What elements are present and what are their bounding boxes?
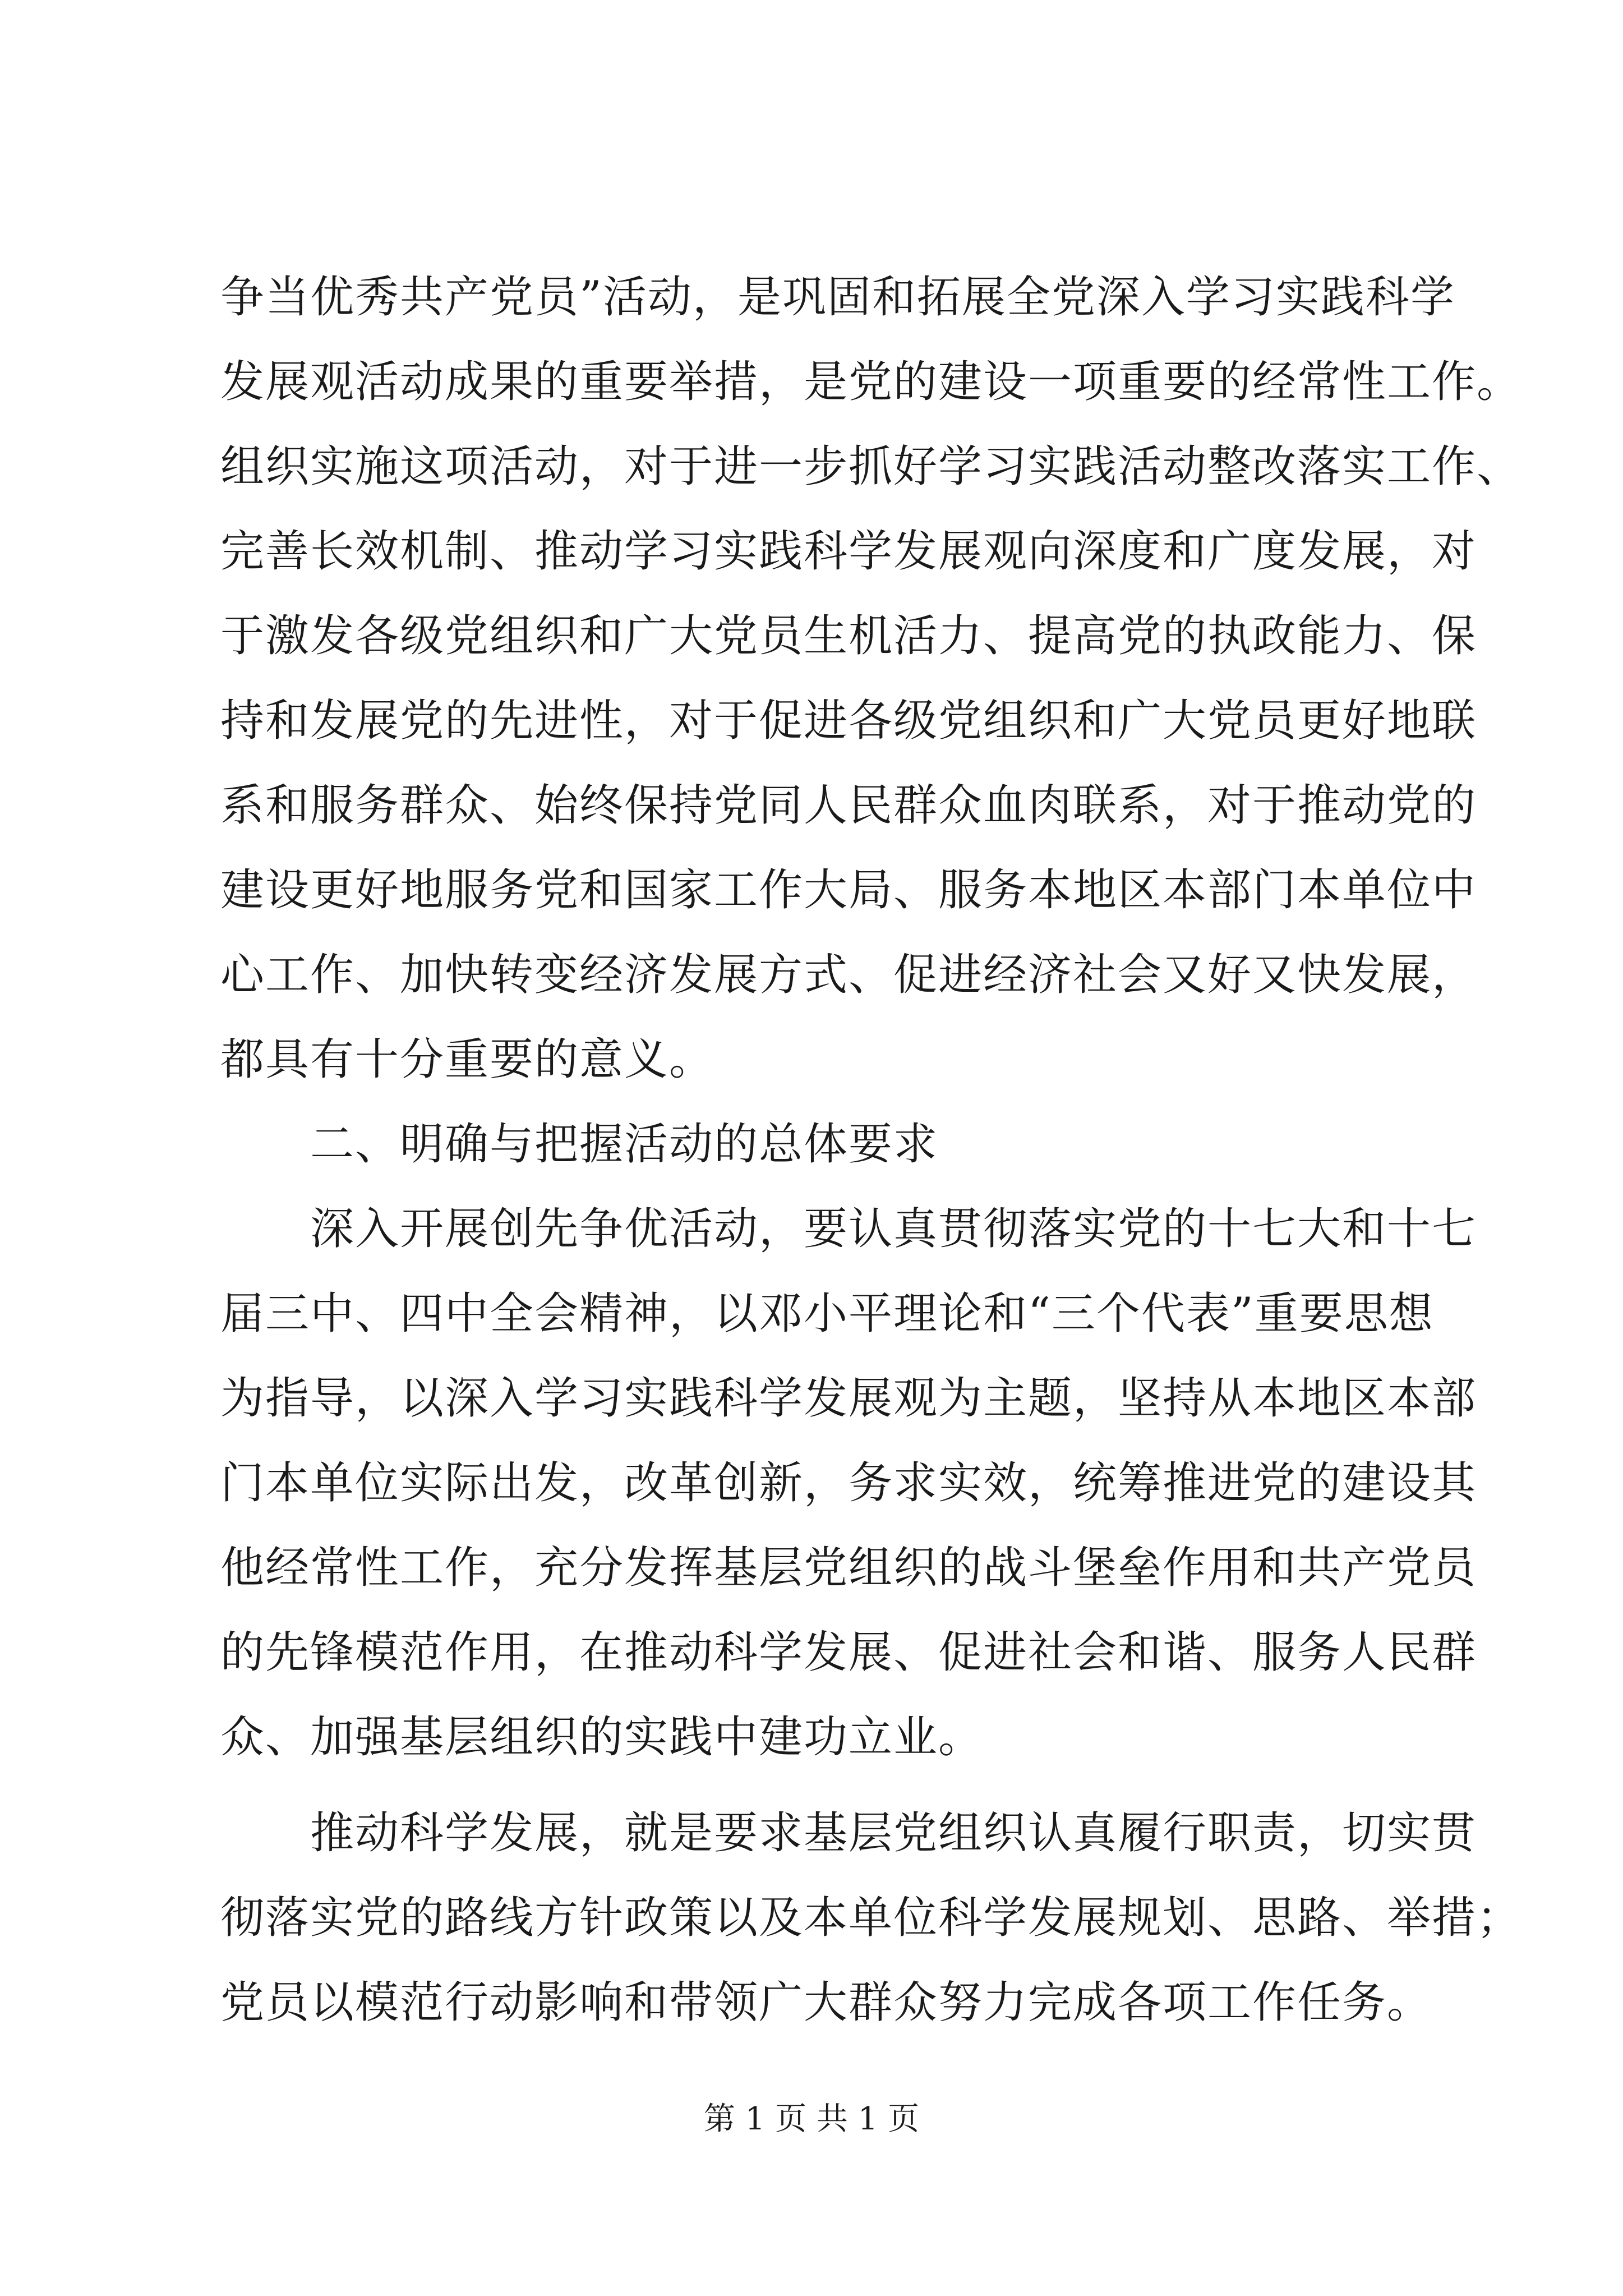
text-line: 推动科学发展，就是要求基层党组织认真履行职责，切实贯 <box>220 1808 1477 1858</box>
text-line: 众、加强基层组织的实践中建功立业。 <box>220 1712 984 1763</box>
text-line: 持和发展党的先进性，对于促进各级党组织和广大党员更好地联 <box>220 696 1477 746</box>
text-line: 的先锋模范作用，在推动科学发展、促进社会和谐、服务人民群 <box>220 1627 1477 1678</box>
page-footer: 第 1 页 共 1 页 <box>703 2101 920 2137</box>
text-line: 门本单位实际出发，改革创新，务求实效，统筹推进党的建设其 <box>220 1458 1477 1508</box>
text-line: 于激发各级党组织和广大党员生机活力、提高党的执政能力、保 <box>220 611 1477 661</box>
text-line: 心工作、加快转变经济发展方式、促进经济社会又好又快发展， <box>220 950 1477 1000</box>
text-line: 届三中、四中全会精神，以邓小平理论和“三个代表”重要思想 <box>220 1289 1434 1339</box>
text-line: 他经常性工作，充分发挥基层党组织的战斗堡垒作用和共产党员 <box>220 1543 1477 1593</box>
text-line: 系和服务群众、始终保持党同人民群众血肉联系，对于推动党的 <box>220 780 1477 831</box>
text-line: 发展观活动成果的重要举措，是党的建设一项重要的经常性工作。 <box>220 357 1522 407</box>
text-line: 党员以模范行动影响和带领广大群众努力完成各项工作任务。 <box>220 1977 1432 2028</box>
body-text <box>220 255 1522 2045</box>
text-line: 深入开展创先争优活动，要认真贯彻落实党的十七大和十七 <box>220 1204 1477 1254</box>
text-line: 都具有十分重要的意义。 <box>220 1034 714 1085</box>
text-line: 组织实施这项活动，对于进一步抓好学习实践活动整改落实工作、 <box>220 441 1522 492</box>
text-line: 为指导，以深入学习实践科学发展观为主题，坚持从本地区本部 <box>220 1373 1477 1424</box>
text-line: 完善长效机制、推动学习实践科学发展观向深度和广度发展，对 <box>220 526 1477 577</box>
text-line: 争当优秀共产党员”活动，是巩固和拓展全党深入学习实践科学 <box>220 272 1455 323</box>
section-heading: 二、明确与把握活动的总体要求 <box>220 1119 939 1170</box>
text-line: 彻落实党的路线方针政策以及本单位科学发展规划、思路、举措； <box>220 1893 1522 1943</box>
text-line: 建设更好地服务党和国家工作大局、服务本地区本部门本单位中 <box>220 865 1477 915</box>
